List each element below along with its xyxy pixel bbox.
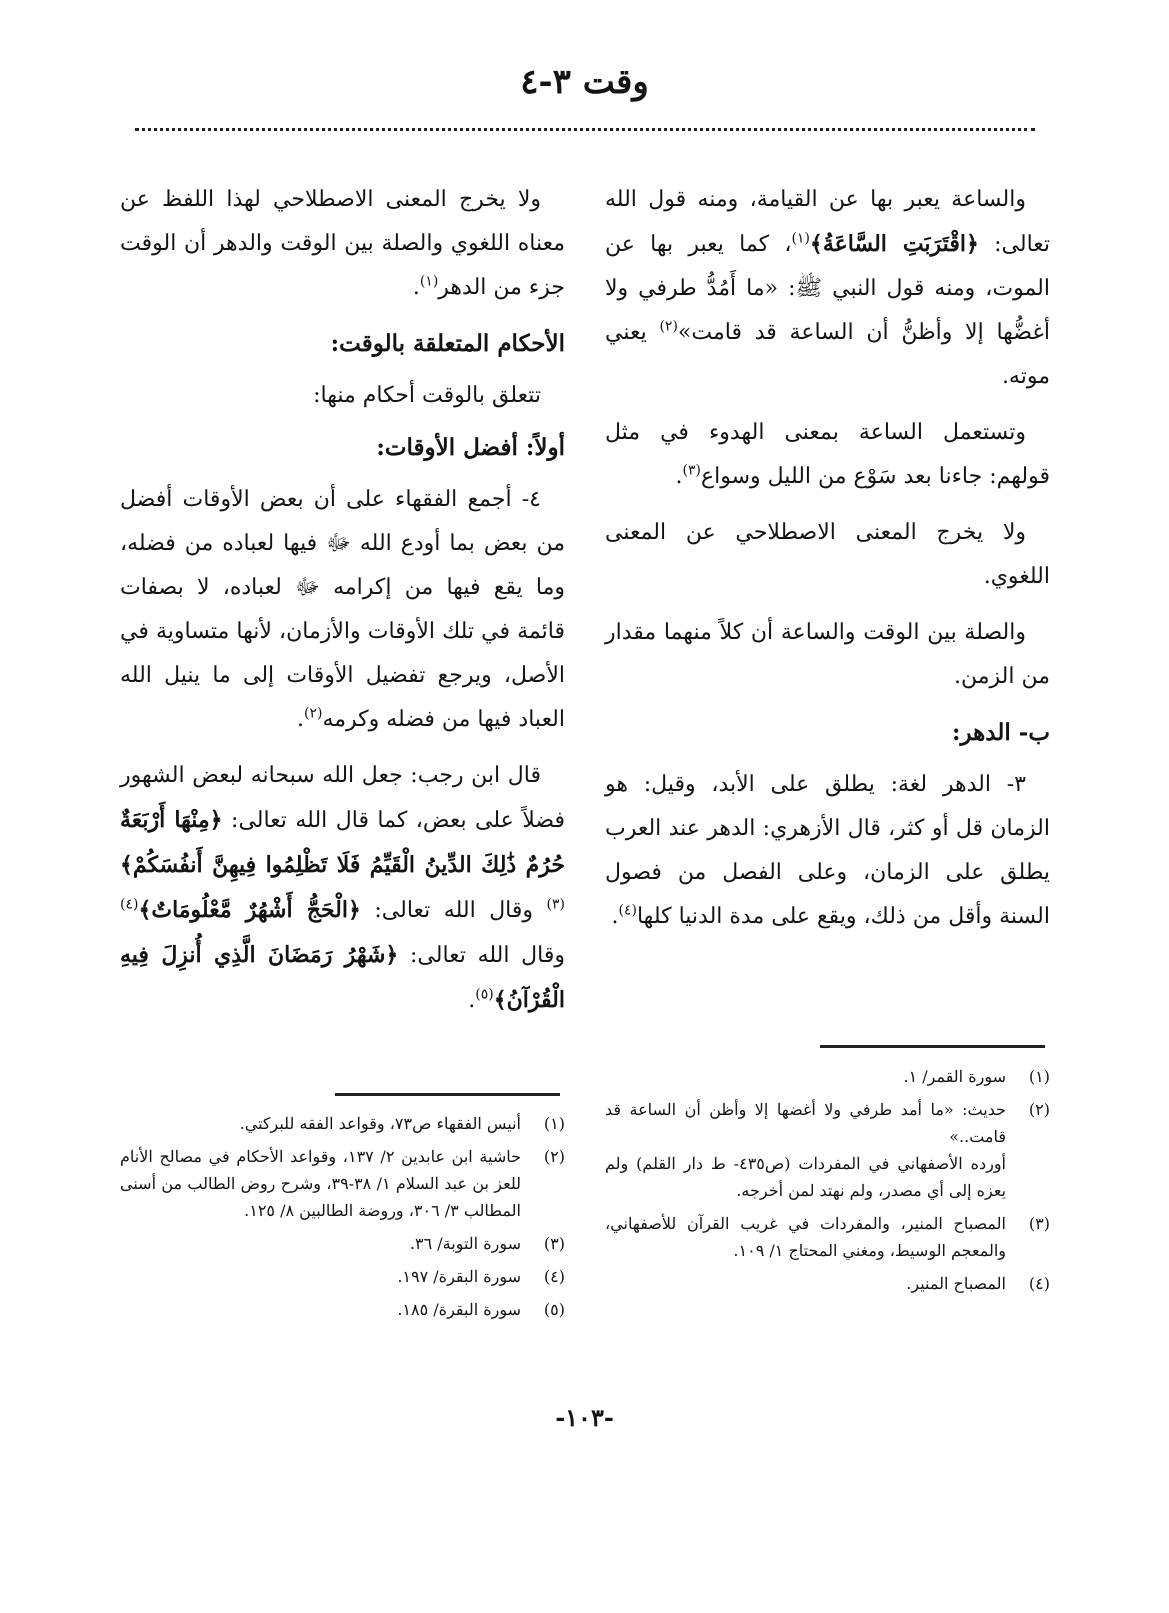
text-run: . (468, 988, 476, 1013)
footnote-text: حاشية ابن عابدين ٢/ ١٣٧، وقواعد الأحكام في مصالح الأنام للعز بن عبد السلام ١/ ٣٨-٣٩، وشرح روض الطالب من أسنى المطالب ٣/ ٣٠٦، وروضة الطالبين ٨/ ١٢٥. (120, 1147, 522, 1220)
text-run: . (296, 707, 304, 732)
quran-verse: ﴿اقْتَرَبَتِ السَّاعَةُ﴾ (809, 231, 979, 257)
left-column (120, 178, 565, 1035)
paragraph-sila-saa: والصلة بين الوقت والساعة أن كلاً منهما مقدار من الزمن. (605, 620, 1050, 689)
footnote-marker: (٣) (682, 462, 701, 479)
quran-verse: ﴿الْحَجُّ أَشْهُرٌ مَّعْلُومَاتٌ﴾ (138, 897, 361, 923)
paragraph-dahr-lugha (605, 763, 1050, 939)
footnote-item (120, 1230, 565, 1257)
footnotes-right (605, 1063, 1050, 1303)
footnote-divider (335, 1093, 560, 1096)
footnote-number: (٢) (543, 1147, 565, 1166)
text-run: ٣- الدهر لغة: يطلق على الأبد، وقيل: هو الزمان قل أو كثر، قال الأزهري: الدهر عند العرب يطلق على الزمان، وعلى الفصل من فصول السنة وأقل من ذلك، ويقع على مدة الدنيا كلها (605, 772, 1050, 929)
footnote-text: سورة القمر/ ١. (903, 1067, 1006, 1086)
footnote-text: المصباح المنير. (906, 1274, 1006, 1293)
footnote-text-line: حديث: «ما أمد طرفي ولا أغضها إلا وأظن أن الساعة قد قامت..» (605, 1100, 1006, 1146)
paragraph-istilahi: ولا يخرج المعنى الاصطلاحي عن المعنى اللغوي. (605, 520, 1050, 589)
text-run: ، كما يعبر بها عن الموت، ومنه قول النبي ﷺ: «ما أَمُدُّ طرفي ولا أغضُّها إلا وأظنُّ أن الساعة قد قامت» (605, 232, 1050, 345)
footnote-text: المصباح المنير، والمفردات في غريب القرآن للأصفهاني، والمعجم الوسيط، ومغني المحتاج ١/ ١٠٩. (605, 1214, 1006, 1260)
footnote-text-line: أورده الأصفهاني في المفردات (ص٤٣٥- ط دار القلم) ولم يعزه إلى أي مصدر، ولم نهتد لمن أخرجه. (605, 1154, 1006, 1200)
footnote-number: (٥) (543, 1300, 565, 1319)
text-run: يعني موته. (605, 320, 1050, 389)
footnote-text: سورة البقرة/ ١٨٥. (397, 1300, 521, 1319)
footnote-item (120, 1263, 565, 1290)
footnote-number: (٣) (543, 1234, 565, 1253)
text-run: والساعة يعبر بها عن القيامة، ومنه قول الله تعالى: (605, 187, 1051, 257)
text-run: وتستعمل الساعة بمعنى الهدوء في مثل قولهم: جاءنا بعد سَوْع من الليل وسواع (605, 420, 1050, 489)
section-heading-dahr: ب- الدهر: (952, 719, 1050, 746)
footnote-marker: (١) (419, 273, 439, 290)
footnote-item (120, 1110, 565, 1137)
paragraph-ibn-rajab (120, 754, 565, 1023)
footnote-item (605, 1063, 1050, 1090)
footnote-item (120, 1296, 565, 1323)
footnote-marker: (٤) (618, 902, 637, 919)
footnote-number: (٤) (1028, 1274, 1050, 1293)
quran-verse: ﴿مِنْهَا أَرْبَعَةٌ حُرُمٌ ذَٰلِكَ الدِّينُ الْقَيِّمُ فَلَا تَظْلِمُوا فِيهِنَّ أَنفُسَكُمْ﴾ (120, 807, 565, 878)
text-run: وقال الله تعالى: (398, 943, 565, 968)
footnote-marker: (٢) (303, 705, 323, 722)
footnote-item (605, 1270, 1050, 1297)
footnote-number: (١) (1028, 1067, 1050, 1086)
footnote-item (120, 1143, 565, 1224)
paragraph-ahkam-intro: تتعلق بالوقت أحكام منها: (313, 383, 541, 408)
footnote-text: أنيس الفقهاء ص٧٣، وقواعد الفقه للبركتي. (239, 1114, 521, 1133)
text-run: . (611, 904, 619, 929)
text-run: ٤- أجمع الفقهاء على أن بعض الأوقات أفضل من بعض بما أودع الله ﷻ فيها لعباده من فضله، وما يقع فيها من إكرامه ﷻ لعباده، لا بصفات قائمة في تلك الأوقات والأزمان، لأنها متساوية في الأصل، ويرجع تفضيل الأوقات إلى ما ينيل الله العباد فيها من فضله وكرمه (120, 487, 565, 732)
footnote-number: (٣) (1028, 1214, 1050, 1233)
footnote-marker: (٢) (659, 318, 678, 335)
paragraph-istilahi-dahr (120, 178, 565, 310)
text-run: . (675, 464, 683, 489)
footnote-text: سورة التوبة/ ٣٦. (409, 1234, 521, 1253)
text-run: قال ابن رجب: جعل الله سبحانه لبعض الشهور فضلاً على بعض، كما قال الله تعالى: (120, 763, 565, 833)
page-header-title: وقت ٣-٤ (520, 62, 649, 102)
footnote-marker: (٥) (475, 986, 494, 1003)
paragraph-saa-hudu (605, 411, 1050, 499)
footnote-marker: (١) (791, 230, 810, 247)
footnotes-left (120, 1110, 565, 1329)
footnote-number: (١) (543, 1114, 565, 1133)
quran-verse: ﴿شَهْرُ رَمَضَانَ الَّذِي أُنزِلَ فِيهِ الْقُرْآنُ﴾ (120, 942, 565, 1013)
header-dotted-rule (135, 128, 1035, 131)
footnote-item (605, 1096, 1050, 1204)
footnote-number: (٢) (1028, 1100, 1050, 1119)
footnote-marker: (٤) (120, 896, 139, 913)
paragraph-ijma (120, 478, 565, 742)
text-run: ولا يخرج المعنى الاصطلاحي لهذا اللفظ عن معناه اللغوي والصلة بين الوقت والدهر أن الوقت جزء من الدهر (120, 187, 565, 300)
footnote-number: (٤) (543, 1267, 565, 1286)
section-heading-ahkam: الأحكام المتعلقة بالوقت: (330, 330, 565, 357)
text-run: وقال الله تعالى: (360, 898, 547, 923)
footnote-text: سورة البقرة/ ١٩٧. (397, 1267, 521, 1286)
footnote-item (605, 1210, 1050, 1264)
right-column (605, 178, 1050, 951)
footnote-divider (820, 1045, 1045, 1048)
footnote-text (605, 1096, 1006, 1204)
page-number: -١٠٣- (555, 1403, 614, 1432)
footnote-marker: (٣) (546, 896, 565, 913)
paragraph-saa-qiyama (605, 178, 1050, 399)
section-heading-afdal-awqat: أولاً: أفضل الأوقات: (376, 434, 565, 461)
text-run: . (412, 275, 420, 300)
